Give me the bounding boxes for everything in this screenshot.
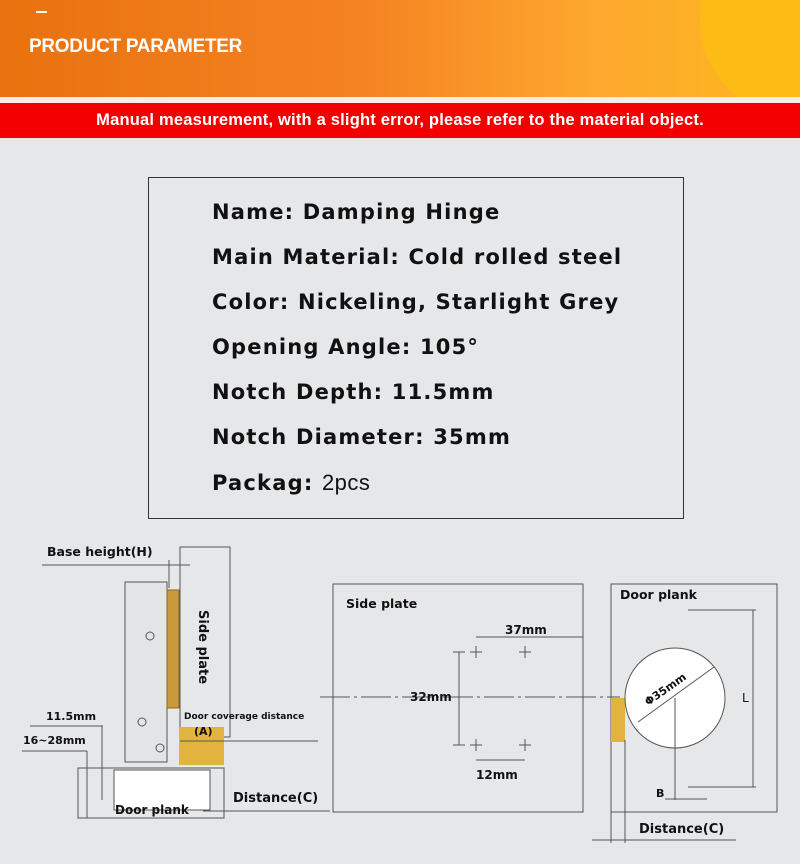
base-height-label: Base height(H) <box>47 544 153 559</box>
dim-32mm: 32mm <box>410 690 452 704</box>
thickness-label: 16~28mm <box>23 734 86 747</box>
door-plank-label: Door plank <box>115 803 189 817</box>
hinge-side-diagram <box>22 544 330 818</box>
side-plate-title: Side plate <box>346 596 418 611</box>
spec-angle: Opening Angle: 105° <box>212 335 480 359</box>
hinge-plate <box>167 590 179 708</box>
spec-name: Name: Damping Hinge <box>212 200 501 224</box>
spec-material: Main Material: Cold rolled steel <box>212 245 623 269</box>
depth-label: 11.5mm <box>46 710 97 723</box>
spec-color: Color: Nickeling, Starlight Grey <box>212 290 620 314</box>
distance-label: Distance(C) <box>639 822 725 837</box>
side-plate-label: Side plate <box>195 610 210 685</box>
spec-notch-depth: Notch Depth: 11.5mm <box>212 380 495 404</box>
dim-37mm: 37mm <box>505 623 547 637</box>
notice-banner: Manual measurement, with a slight error, please refer to the material object. <box>0 103 800 138</box>
distance-label: Distance(C) <box>233 791 319 806</box>
offset-b-label: B <box>656 787 665 800</box>
length-label: L <box>742 691 749 705</box>
spec-notch-diameter: Notch Diameter: 35mm <box>212 425 512 449</box>
door-plank-diagram <box>592 584 777 843</box>
hinge-arm <box>125 582 167 762</box>
side-plate-diagram <box>320 584 620 812</box>
door-plank-title: Door plank <box>620 587 697 602</box>
diameter-label: Φ35mm <box>642 670 689 709</box>
coverage-block <box>611 698 625 742</box>
page-title: PRODUCT PARAMETER <box>29 36 243 57</box>
coverage-a-label: (A) <box>194 725 213 738</box>
dim-12mm: 12mm <box>476 768 518 782</box>
coverage-label: Door coverage distance <box>184 712 305 722</box>
spec-package: Packag: 2pcs <box>212 470 371 495</box>
